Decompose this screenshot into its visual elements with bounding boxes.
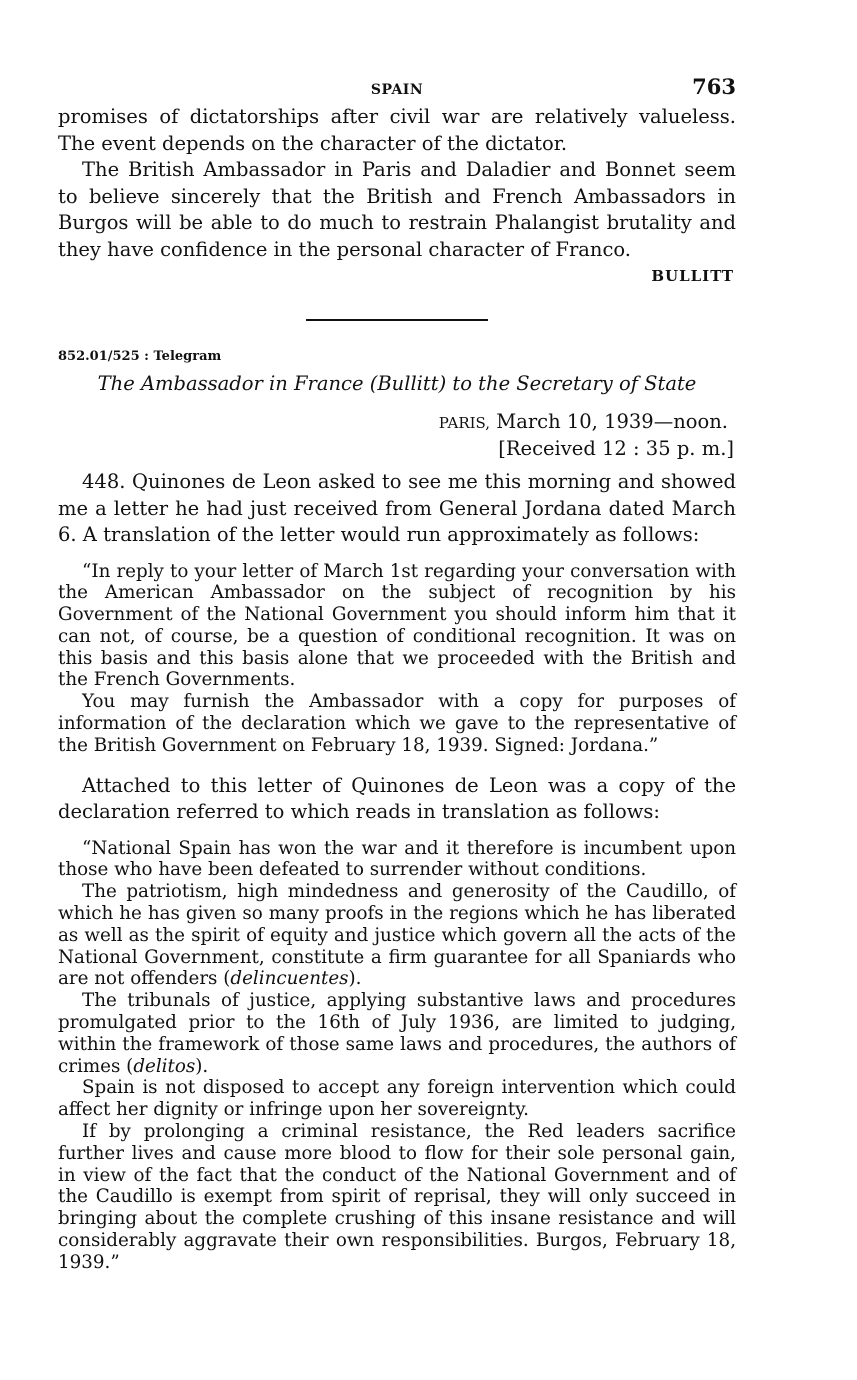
quote-text: ). (348, 968, 362, 990)
quote-paragraph: If by prolonging a criminal resistance, the Red leaders sacrifice further lives and cause more blood to flow for their sole personal gain, in view of the fact that the conduct of the National Government and of the Caudillo is exempt from spirit of reprisal, they will only succeed in bringing about the complete crushing of this insane resistance and will considerably aggravate their own responsibilities. Burgos, February 18, 1939.” (58, 1121, 736, 1273)
document-page (58, 70, 736, 1274)
quote-text: The patriotism, high mindedness and generosity of the Caudillo, of which he has given so many proofs in the regions which he has liberated as well as the spirit of equity and justice which govern all the acts of the National Government, constitute a firm guarantee for all Spaniards who are not offenders ( (58, 881, 736, 990)
section-divider (306, 319, 488, 321)
signature: BULLITT (651, 267, 734, 285)
page-header (58, 70, 736, 104)
dateline-date: March 10, 1939—noon. (490, 410, 728, 433)
attachment-paragraph: Attached to this letter of Quinones de Leon was a copy of the declaration referred to which reads in translation as follows: (58, 773, 736, 824)
quote-text: ). (195, 1055, 209, 1077)
jordana-letter-quote (58, 561, 736, 757)
running-title: SPAIN (370, 82, 424, 98)
dateline-place: PARIS, (438, 414, 491, 432)
page-number: 763 (692, 74, 736, 99)
italic-term: delitos (133, 1055, 196, 1077)
quote-text: The tribunals of justice, applying substantive laws and procedures promulgated prior to the 16th of July 1936, are limited to judging, within the framework of those same laws and procedures, the authors of crimes ( (58, 990, 736, 1077)
quote-paragraph: “National Spain has won the war and it therefore is incumbent upon those who have been defeated to surrender without conditions. (58, 837, 736, 881)
ambassadors-paragraph: The British Ambassador in Paris and Daladier and Bonnet seem to believe sincerely that the British and French Ambassadors in Burgos will be able to do much to restrain Phalangist brutality and they have confidence in the personal character of Franco. (58, 158, 736, 261)
file-reference: 852.01/525 : Telegram (58, 349, 222, 364)
quote-paragraph: Spain is not disposed to accept any foreign intervention which could affect her dignity or infringe upon her sovereignty. (58, 1077, 736, 1121)
declaration-quote (58, 838, 736, 1274)
italic-term: delincuentes (230, 968, 349, 990)
quote-paragraph (58, 990, 736, 1077)
quote-paragraph: You may furnish the Ambassador with a copy for purposes of information of the declaration which we gave to the representative of the British Government on February 18, 1939. Signed: Jordana.” (58, 691, 736, 756)
dateline (58, 409, 736, 436)
telegram-paragraph: 448. Quinones de Leon asked to see me this morning and showed me a letter he had just received from General Jordana dated March 6. A translation of the letter would run approximately as follows: (58, 470, 736, 546)
continuation-paragraph: promises of dictatorships after civil war are relatively valueless. The event depends on the character of the dictator. (58, 105, 736, 155)
quote-paragraph: “In reply to your letter of March 1st regarding your conversation with the American Ambassador on the subject of recognition by his Government of the National Government you should inform him that it can not, of course, be a question of conditional recognition. It was on this basis and this basis alone that we proceeded with the British and the French Governments. (58, 560, 736, 691)
quote-paragraph (58, 881, 736, 990)
document-title: The Ambassador in France (Bullitt) to the Secretary of State (97, 372, 697, 395)
received-time: [Received 12 : 35 p. m.] (498, 437, 734, 460)
